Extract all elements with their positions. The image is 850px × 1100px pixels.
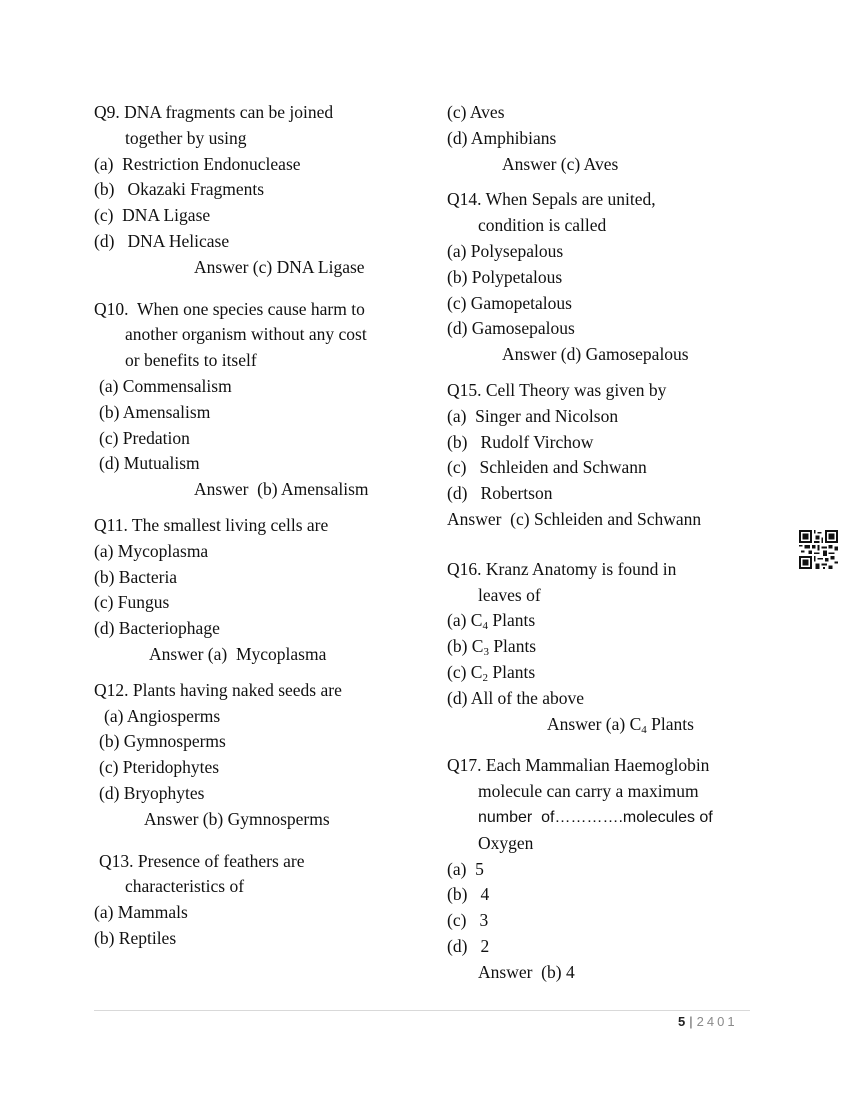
answer: Answer (c) Aves xyxy=(502,153,619,174)
answer: Answer (b) Gymnosperms xyxy=(144,808,330,829)
question-10 xyxy=(94,297,424,503)
right-column xyxy=(447,100,767,986)
question-stem-continued: another organism without any cost xyxy=(125,324,367,345)
option-c: (c) Predation xyxy=(99,427,190,448)
footer-separator: | xyxy=(689,1014,693,1029)
option-b: (b) Reptiles xyxy=(94,927,177,948)
option-a: (a) Restriction Endonuclease xyxy=(94,153,301,174)
question-stem-continued: together by using xyxy=(125,127,247,148)
option-c-prefix: (c) C xyxy=(447,661,483,682)
question-14 xyxy=(447,187,767,368)
subscript: 4 xyxy=(482,620,488,633)
option-a-prefix: (a) C xyxy=(447,610,483,631)
question-12 xyxy=(94,678,424,833)
option-c-suffix: Plants xyxy=(487,661,536,682)
question-stem: Q12. Plants having naked seeds are xyxy=(94,679,342,700)
question-stem: Q16. Kranz Anatomy is found in xyxy=(447,558,677,579)
question-13 xyxy=(94,849,424,952)
option-b: (b) Rudolf Virchow xyxy=(447,431,594,452)
question-stem-continued: Oxygen xyxy=(478,832,534,853)
question-stem: Q10. When one species cause harm to xyxy=(94,298,365,319)
option-d: (d) Mutualism xyxy=(99,453,200,474)
option-c: (c) Fungus xyxy=(94,592,170,613)
question-stem-continued: condition is called xyxy=(478,215,607,236)
answer: Answer (d) Gamosepalous xyxy=(502,344,689,365)
option-b: (b) 4 xyxy=(447,884,490,905)
option-a: (a) Mammals xyxy=(94,902,188,923)
left-column xyxy=(94,100,424,952)
answer: Answer (b) Amensalism xyxy=(194,479,369,500)
question-11 xyxy=(94,513,424,668)
question-15 xyxy=(447,378,767,533)
question-stem: Q13. Presence of feathers are xyxy=(99,850,305,871)
option-b: (b) Amensalism xyxy=(99,401,211,422)
answer: Answer (c) DNA Ligase xyxy=(194,256,365,277)
subscript: 3 xyxy=(483,646,489,659)
answer: Answer (a) Mycoplasma xyxy=(149,643,327,664)
answer: Answer (c) Schleiden and Schwann xyxy=(447,508,702,529)
question-stem: Q14. When Sepals are united, xyxy=(447,189,656,210)
option-c xyxy=(447,660,767,686)
answer xyxy=(447,712,767,738)
option-b: (b) Gymnosperms xyxy=(99,731,226,752)
question-13-continued xyxy=(447,100,767,177)
page-code: 2401 xyxy=(696,1014,738,1029)
option-b: (b) Polypetalous xyxy=(447,266,563,287)
option-a: (a) 5 xyxy=(447,858,484,879)
footer-divider xyxy=(94,1010,750,1011)
option-a-suffix: Plants xyxy=(487,610,536,631)
option-c: (c) Schleiden and Schwann xyxy=(447,457,647,478)
question-stem-continued: or benefits to itself xyxy=(125,350,257,371)
option-c: (c) 3 xyxy=(447,910,489,931)
option-c: (c) Gamopetalous xyxy=(447,292,572,313)
option-d: (d) Gamosepalous xyxy=(447,318,575,339)
subscript: 2 xyxy=(482,671,488,684)
option-b-suffix: Plants xyxy=(488,636,537,657)
question-stem: Q17. Each Mammalian Haemoglobin xyxy=(447,755,710,776)
option-c: (c) Aves xyxy=(447,102,505,122)
option-d: (d) Amphibians xyxy=(447,127,557,148)
option-a: (a) Singer and Nicolson xyxy=(447,405,619,426)
option-a: (a) Polysepalous xyxy=(447,240,564,261)
answer-prefix: Answer (a) C xyxy=(547,713,642,734)
option-b: (b) Bacteria xyxy=(94,566,178,587)
option-c: (c) DNA Ligase xyxy=(94,205,211,226)
question-stem-continued: characteristics of xyxy=(125,876,245,897)
option-d: (d) Bacteriophage xyxy=(94,618,220,639)
question-stem-continued: leaves of xyxy=(478,584,541,605)
page-footer xyxy=(678,1014,738,1029)
option-b: (b) Okazaki Fragments xyxy=(94,179,265,200)
question-17 xyxy=(447,753,767,985)
option-a: (a) Commensalism xyxy=(99,375,232,396)
option-d: (d) DNA Helicase xyxy=(94,230,230,251)
question-16 xyxy=(447,557,767,738)
question-9 xyxy=(94,100,424,281)
option-d: (d) Robertson xyxy=(447,483,553,504)
answer: Answer (b) 4 xyxy=(478,961,575,982)
subscript: 4 xyxy=(641,723,647,736)
qr-code-icon xyxy=(799,530,838,569)
option-d: (d) All of the above xyxy=(447,687,585,708)
option-d: (d) Bryophytes xyxy=(99,782,205,803)
page-number: 5 xyxy=(678,1014,686,1029)
question-stem: Q11. The smallest living cells are xyxy=(94,514,329,535)
question-stem: Q15. Cell Theory was given by xyxy=(447,379,667,400)
question-stem-continued: molecule can carry a maximum xyxy=(478,781,699,802)
option-b-prefix: (b) C xyxy=(447,636,484,657)
option-d: (d) 2 xyxy=(447,935,490,956)
question-stem-continued: number of………….molecules of xyxy=(478,808,713,826)
option-a: (a) Mycoplasma xyxy=(94,540,209,561)
option-b xyxy=(447,634,767,660)
answer-suffix: Plants xyxy=(646,713,694,734)
option-a: (a) Angiosperms xyxy=(104,705,221,726)
question-stem: Q9. DNA fragments can be joined xyxy=(94,102,334,122)
option-a xyxy=(447,608,767,634)
option-c: (c) Pteridophytes xyxy=(99,757,220,778)
